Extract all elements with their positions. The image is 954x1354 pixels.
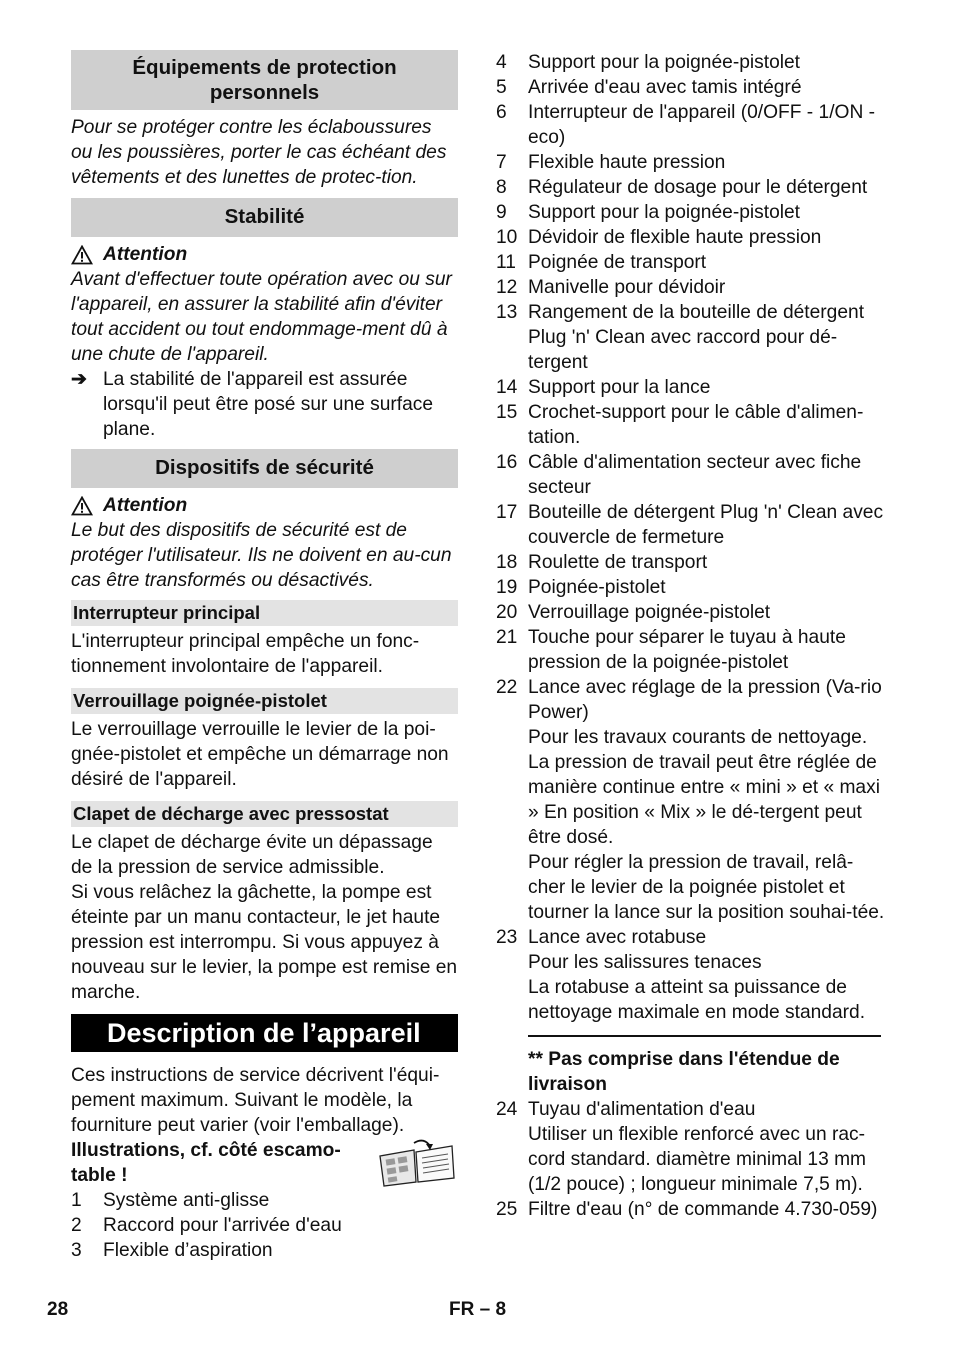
list-item: 1 Système anti-glisse [71, 1190, 270, 1211]
paragraph-stabilite-warning: Avant d'effectuer toute opération avec ou sur l'appareil, en assurer la stabilité afin d'éviter tout accident ou tout endommage-ment dû à une chute de l'appareil. [71, 269, 452, 365]
list-item-number: 22 [496, 677, 518, 698]
list-item-text: Câble d'alimentation secteur avec fiche secteur [528, 452, 862, 498]
list-item [496, 625, 886, 675]
list-item-text: Support pour la poignée-pistolet [528, 52, 801, 73]
right-column [496, 50, 886, 1222]
illustrations-row [71, 1138, 458, 1188]
arrow-right-icon: ➔ [71, 369, 88, 390]
list-item-number: 17 [496, 502, 518, 523]
list-item-text: Rangement de la bouteille de détergent Plug 'n' Clean avec raccord pour dé-tergent [528, 302, 865, 373]
list-item [496, 275, 886, 300]
list-item-number: 21 [496, 627, 518, 648]
list-item: 24 Tuyau d'alimentation d'eau [496, 1099, 756, 1120]
list-item [496, 200, 886, 225]
paragraph-clapet-1: Le clapet de décharge évite un dépassage de la pression de service admissible. [71, 832, 433, 878]
list-item-text: Crochet-support pour le câble d'alimen-tation. [528, 402, 864, 448]
list-item-number: 10 [496, 227, 518, 248]
item24-description: Utiliser un flexible renforcé avec un rac-cord standard. diamètre minimal 13 mm (1/2 pouce) ; longueur minimale 7,5 m). [528, 1124, 867, 1195]
list-item [496, 450, 886, 500]
list-item-number: 11 [496, 252, 516, 273]
footnote-divider [528, 1025, 881, 1037]
foldout-page-icon [376, 1138, 458, 1188]
list-item-text: Poignée de transport [528, 252, 707, 273]
paragraph-interrupteur: L'interrupteur principal empêche un fonc-tionnement involontaire de l'appareil. [71, 631, 420, 677]
heading-dispositifs: Dispositifs de sécurité [71, 449, 458, 488]
illustrations-note: Illustrations, cf. côté escamo-table ! [71, 1140, 341, 1186]
list-item-number: 15 [496, 402, 518, 423]
list-item-text: Régulateur de dosage pour le détergent [528, 177, 868, 198]
list-item [496, 175, 886, 200]
attention-dispositifs [71, 493, 458, 518]
list-item-text: Arrivée d'eau avec tamis intégré [528, 77, 802, 98]
list-item [496, 675, 886, 725]
list-item-text: Support pour la lance [528, 377, 711, 398]
list-item [496, 575, 886, 600]
list-item-number: 14 [496, 377, 518, 398]
list-item [496, 75, 886, 100]
list-item: 23 Lance avec rotabuse [496, 927, 707, 948]
instruction-stabilite [71, 367, 458, 442]
attention-label: Attention [103, 495, 188, 516]
paragraph-clapet-2: Si vous relâchez la gâchette, la pompe est éteinte par un manu contacteur, le jet haute pression est interrompu. Si vous appuyez à nouveau sur le levier, la pompe est remise en marche. [71, 882, 458, 1003]
list-item-number: 20 [496, 602, 518, 623]
list-item-text: Dévidoir de flexible haute pression [528, 227, 822, 248]
list-item-number: 18 [496, 552, 518, 573]
item22-description-1: Pour les travaux courants de nettoyage. La pression de travail peut être réglée de manière continue entre « mini » et « maxi » En position « Mix » le dé-tergent peut être dosé. [528, 727, 880, 848]
paragraph-verrouillage: Le verrouillage verrouille le levier de la poi-gnée-pistolet et empêche un démarrage non désiré de l'appareil. [71, 719, 449, 790]
subheading-clapet: Clapet de décharge avec pressostat [71, 801, 458, 827]
paragraph-protection: Pour se protéger contre les éclaboussures ou les poussières, porter le cas échéant des vêtements et des lunettes de protec-tion. [71, 117, 447, 188]
list-item: 25 Filtre d'eau (n° de commande 4.730-059) [496, 1199, 878, 1220]
list-item-text: Interrupteur de l'appareil (0/OFF - 1/ON - eco) [528, 102, 876, 148]
list-item [496, 550, 886, 575]
list-item: 2 Raccord pour l'arrivée d'eau [71, 1215, 342, 1236]
double-asterisk-icon: ** [528, 1049, 543, 1070]
list-item-number: 16 [496, 452, 518, 473]
list-item [496, 400, 886, 450]
list-item [496, 375, 886, 400]
list-item [496, 600, 886, 625]
item22-description-2: Pour régler la pression de travail, relâ-cher le levier de la poignée pistolet et tourner la lance sur la position souhai-tée. [528, 852, 885, 923]
subheading-verrouillage: Verrouillage poignée-pistolet [71, 688, 458, 714]
heading-stabilite: Stabilité [71, 198, 458, 237]
list-item-text: Manivelle pour dévidoir [528, 277, 726, 298]
list-item-text: Flexible haute pression [528, 152, 726, 173]
section-page-label: FR – 8 [449, 1299, 507, 1320]
list-item-text: Touche pour séparer le tuyau à haute pression de la poignée-pistolet [528, 627, 846, 673]
parts-list-left [71, 1188, 458, 1263]
list-item-number: 19 [496, 577, 518, 598]
list-item [496, 100, 886, 150]
attention-stabilite [71, 242, 458, 267]
list-item-number: 9 [496, 202, 507, 223]
list-item: 3 Flexible d’aspiration [71, 1240, 273, 1261]
heading-description: Description de l’appareil [71, 1014, 458, 1052]
page-number: 28 [47, 1299, 69, 1320]
list-item-number: 7 [496, 152, 507, 173]
list-item [496, 225, 886, 250]
paragraph-dispositifs-warning: Le but des dispositifs de sécurité est de protéger l'utilisateur. Ils ne doivent en au-cun cas être transformés ou désactivés. [71, 520, 452, 591]
footnote-not-included [496, 1047, 886, 1097]
warning-triangle-icon [71, 496, 93, 516]
list-item-text: Support pour la poignée-pistolet [528, 202, 801, 223]
list-item-text: Lance avec réglage de la pression (Va-rio Power) [528, 677, 882, 723]
list-item-number: 13 [496, 302, 518, 323]
list-item-text: Roulette de transport [528, 552, 708, 573]
list-item [496, 150, 886, 175]
list-item [496, 250, 886, 275]
list-item-number: 6 [496, 102, 507, 123]
list-item [496, 50, 886, 75]
parts-list-right [496, 50, 886, 725]
left-column [71, 50, 458, 1263]
list-item-text: Bouteille de détergent Plug 'n' Clean avec couvercle de fermeture [528, 502, 884, 548]
list-item [496, 300, 886, 375]
list-item-text: Poignée-pistolet [528, 577, 666, 598]
item23-description-1: Pour les salissures tenaces [528, 952, 762, 973]
list-item-number: 4 [496, 52, 507, 73]
list-item [496, 500, 886, 550]
list-item-number: 12 [496, 277, 518, 298]
attention-label: Attention [103, 244, 188, 265]
paragraph-description: Ces instructions de service décrivent l'équi-pement maximum. Suivant le modèle, la fourniture peut varier (voir l'emballage). [71, 1065, 440, 1136]
instruction-stabilite-text: La stabilité de l'appareil est assurée lorsqu'il peut être posé sur une surface plane. [103, 369, 434, 440]
footnote-text: Pas comprise dans l'étendue de livraison [528, 1049, 840, 1095]
warning-triangle-icon [71, 245, 93, 265]
list-item-number: 8 [496, 177, 507, 198]
list-item-number: 5 [496, 77, 507, 98]
subheading-interrupteur: Interrupteur principal [71, 600, 458, 626]
heading-protection: Équipements de protection personnels [71, 50, 458, 110]
list-item-text: Verrouillage poignée-pistolet [528, 602, 771, 623]
item23-description-2: La rotabuse a atteint sa puissance de nettoyage maximale en mode standard. [528, 977, 866, 1023]
